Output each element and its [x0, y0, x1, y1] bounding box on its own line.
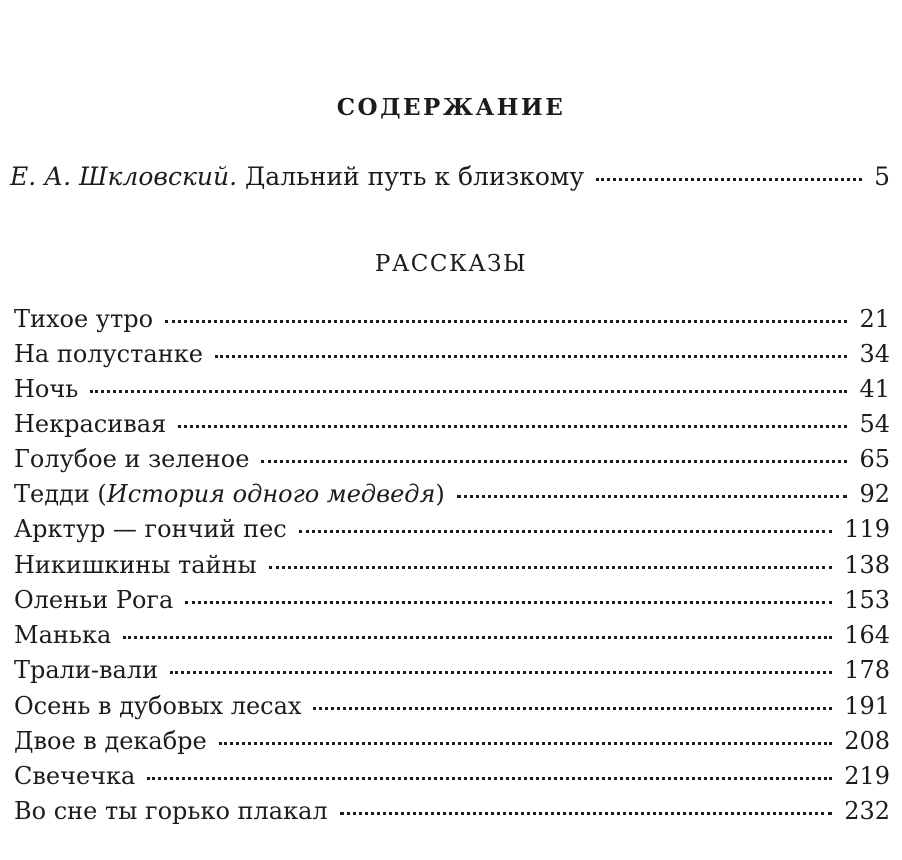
story-page-number: 41: [859, 375, 890, 403]
dot-leader: [90, 390, 847, 393]
dot-leader: [261, 460, 847, 463]
dot-leader: [219, 742, 832, 745]
story-title-close: ): [435, 480, 445, 508]
toc-entry: [14, 302, 890, 336]
toc-entry: [14, 477, 890, 511]
story-title-main: Тедди (: [14, 480, 107, 508]
dot-leader: [165, 320, 847, 323]
dot-leader: [185, 601, 832, 604]
intro-page-number: 5: [874, 162, 890, 191]
story-title: Свечечка: [14, 762, 136, 790]
stories-section-heading: РАССКАЗЫ: [374, 251, 528, 277]
story-title: Никишкины тайны: [14, 551, 257, 579]
story-title: Тихое утро: [14, 305, 154, 333]
story-subtitle: История одного медведя: [106, 480, 436, 508]
story-page-number: 219: [844, 762, 890, 790]
dot-leader: [457, 495, 848, 498]
story-title: Осень в дубовых лесах: [14, 692, 302, 720]
toc-entry: [14, 794, 890, 828]
dot-leader: [340, 812, 833, 815]
story-title: Голубое и зеленое: [14, 445, 250, 473]
dot-leader: [170, 671, 832, 674]
story-title: Оленьи Рога: [14, 586, 174, 614]
story-page-number: 65: [859, 445, 890, 473]
story-title: Некрасивая: [14, 410, 167, 438]
intro-essay-title: Дальний путь к близкому: [244, 162, 585, 191]
toc-entry: [14, 653, 890, 687]
dot-leader: [269, 566, 833, 569]
toc-entry: [14, 583, 890, 617]
dot-leader: [299, 530, 832, 533]
toc-entry: [14, 724, 890, 758]
story-page-number: 208: [844, 727, 890, 755]
story-page-number: 92: [859, 480, 890, 508]
toc-entry: [14, 407, 890, 441]
toc-entry: [14, 442, 890, 476]
story-page-number: 54: [859, 410, 890, 438]
story-title: Во сне ты горько плакал: [14, 797, 328, 825]
story-title: На полустанке: [14, 340, 203, 368]
story-page-number: 178: [844, 656, 890, 684]
story-page-number: 153: [844, 586, 890, 614]
story-page-number: 138: [844, 551, 890, 579]
intro-title: [10, 160, 584, 194]
dot-leader: [313, 707, 832, 710]
dot-leader: [123, 636, 832, 639]
story-title: Арктур — гончий пес: [14, 515, 287, 543]
story-page-number: 191: [844, 692, 890, 720]
contents-heading: СОДЕРЖАНИЕ: [336, 94, 566, 121]
story-title: Трали-вали: [14, 656, 159, 684]
story-title: Ночь: [14, 375, 79, 403]
story-page-number: 119: [844, 515, 890, 543]
story-title: Манька: [14, 621, 112, 649]
dot-leader: [147, 777, 832, 780]
toc-entry: [14, 512, 890, 546]
story-title: [14, 477, 445, 511]
dot-leader: [178, 425, 847, 428]
intro-entry: [10, 160, 890, 194]
toc-entry: [14, 759, 890, 793]
story-title: Двое в декабре: [14, 727, 207, 755]
story-page-number: 34: [859, 340, 890, 368]
toc-entry: [14, 689, 890, 723]
toc-entry: [14, 548, 890, 582]
story-page-number: 232: [844, 797, 890, 825]
toc-entry: [14, 337, 890, 371]
toc-entry: [14, 618, 890, 652]
intro-author: Е. А. Шкловский.: [10, 162, 238, 191]
toc-entry: [14, 372, 890, 406]
story-page-number: 21: [859, 305, 890, 333]
dot-leader: [215, 355, 848, 358]
story-page-number: 164: [844, 621, 890, 649]
dot-leader: [596, 178, 862, 181]
